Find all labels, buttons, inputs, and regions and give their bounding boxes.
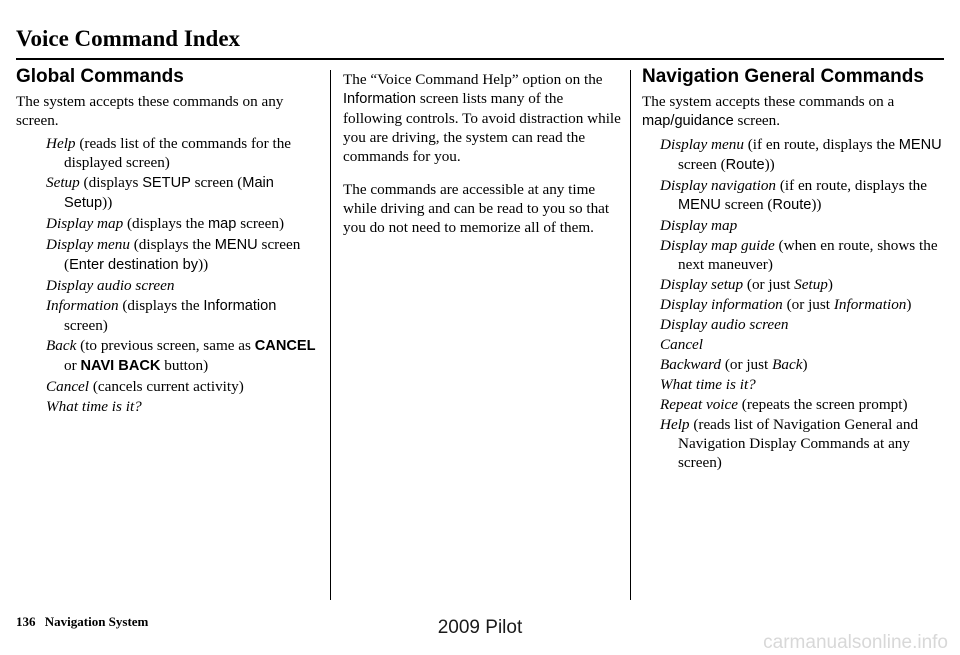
site-watermark: carmanualsonline.info xyxy=(763,632,948,653)
nav-cmd-display-information: Display information (or just Information) xyxy=(660,296,912,313)
nav-cmd-backward: Backward (or just Back) xyxy=(660,356,808,373)
cmd-display-audio: Display audio screen xyxy=(46,277,175,294)
title-rule xyxy=(16,58,944,60)
global-commands-column xyxy=(16,66,321,417)
voice-help-paragraph: The “Voice Command Help” option on the Information screen lists many of the following controls. To avoid distraction while you are driving, the system can read the commands for you. xyxy=(343,71,621,165)
nav-cmd-display-setup: Display setup (or just Setup) xyxy=(660,276,833,293)
cmd-display-menu: Display menu (displays the MENU screen (Enter destination by)) xyxy=(46,236,301,273)
model-watermark: 2009 Pilot xyxy=(437,617,523,638)
cmd-cancel: Cancel (cancels current activity) xyxy=(46,378,244,395)
nav-cmd-display-menu: Display menu (if en route, displays the MENU screen (Route)) xyxy=(660,136,942,173)
cmd-back: Back (to previous screen, same as CANCEL or NAVI BACK button) xyxy=(46,337,316,374)
cmd-setup: Setup (displays SETUP screen (Main Setup)) xyxy=(46,174,274,211)
nav-cmd-help: Help (reads list of Navigation General and Navigation Display Commands at any screen) xyxy=(660,416,919,471)
voice-help-column xyxy=(343,70,621,237)
page-number: 136 xyxy=(16,614,36,629)
navigation-general-intro: The system accepts these commands on a map/guidance screen. xyxy=(642,93,895,129)
global-commands-heading: Global Commands xyxy=(16,66,184,87)
cmd-information: Information (displays the Information screen) xyxy=(46,297,277,334)
cmd-help: Help (reads list of the commands for the displayed screen) xyxy=(46,135,292,171)
cmd-what-time: What time is it? xyxy=(46,398,142,415)
nav-cmd-repeat-voice: Repeat voice (repeats the screen prompt) xyxy=(660,396,908,413)
nav-cmd-display-map-guide: Display map guide (when en route, shows the next maneuver) xyxy=(660,237,938,273)
column-divider-right xyxy=(630,70,631,600)
footer-section: Navigation System xyxy=(44,614,149,629)
nav-cmd-display-audio: Display audio screen xyxy=(660,316,789,333)
column-divider-left xyxy=(330,70,331,600)
navigation-general-heading: Navigation General Commands xyxy=(642,66,924,87)
nav-cmd-what-time: What time is it? xyxy=(660,376,756,393)
global-commands-intro: The system accepts these commands on any screen. xyxy=(16,93,284,129)
navigation-general-column xyxy=(642,66,942,473)
nav-cmd-display-navigation: Display navigation (if en route, displays the MENU screen (Route)) xyxy=(660,177,928,213)
nav-cmd-display-map: Display map xyxy=(660,217,738,234)
accessibility-paragraph: The commands are accessible at any time while driving and can be read to you so that you do not need to memorize all of them. xyxy=(343,181,610,236)
cmd-display-map: Display map (displays the map screen) xyxy=(46,215,285,232)
page-title: Voice Command Index xyxy=(16,26,241,51)
nav-cmd-cancel: Cancel xyxy=(660,336,704,353)
